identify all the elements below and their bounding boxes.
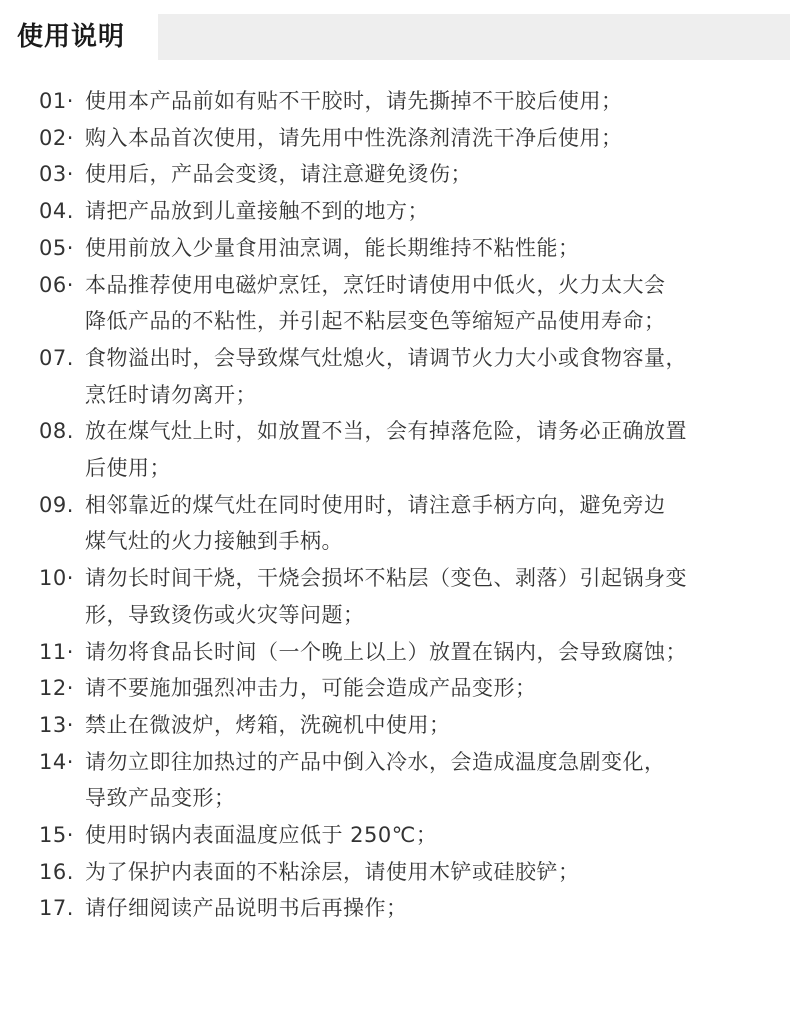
- item-text: 使用时锅内表面温度应低于 250℃；: [85, 823, 438, 848]
- item-text: 使用后，产品会变烫，请注意避免烫伤；: [85, 162, 472, 187]
- item-text: 请不要施加强烈冲击力，可能会造成产品变形；: [85, 676, 537, 701]
- page-title: 使用说明: [0, 14, 158, 60]
- list-item: [39, 744, 769, 817]
- item-number: 01·: [39, 89, 74, 113]
- list-item: [39, 560, 769, 633]
- item-number: 04.: [39, 199, 74, 224]
- item-number: 08.: [39, 419, 74, 444]
- item-number: 05·: [39, 235, 74, 260]
- list-item: [39, 487, 769, 560]
- item-text: 请勿将食品长时间（一个晚上以上）放置在锅内，会导致腐蚀；: [85, 639, 687, 664]
- list-item: [39, 413, 769, 486]
- item-number: 09.: [39, 492, 74, 517]
- list-item: [39, 230, 769, 267]
- list-item: [39, 193, 769, 230]
- item-number: 11·: [39, 639, 74, 664]
- list-item: [39, 120, 769, 157]
- item-text: 购入本品首次使用，请先用中性洗涤剂清洗干净后使用；: [85, 125, 623, 150]
- item-text: 请仔细阅读产品说明书后再操作；: [85, 896, 408, 921]
- list-item: [39, 340, 769, 413]
- item-number: 06·: [39, 272, 74, 297]
- list-item: [39, 817, 769, 854]
- item-text: 本品推荐使用电磁炉烹饪，烹饪时请使用中低火，火力太大会 降低产品的不粘性，并引起不粘层变色等缩短产品使用寿命；: [85, 272, 666, 334]
- list-item: [39, 707, 769, 744]
- item-number: 16.: [39, 859, 74, 884]
- list-item: [39, 890, 769, 927]
- item-text: 为了保护内表面的不粘涂层，请使用木铲或硅胶铲；: [85, 859, 580, 884]
- instruction-list: [39, 83, 769, 927]
- item-number: 10·: [39, 566, 74, 591]
- item-text: 请把产品放到儿童接触不到的地方；: [85, 199, 429, 224]
- item-number: 12·: [39, 676, 74, 701]
- item-number: 14·: [39, 749, 74, 774]
- item-number: 17.: [39, 896, 74, 921]
- item-number: 03·: [39, 162, 74, 187]
- item-text: 请勿立即往加热过的产品中倒入冷水，会造成温度急剧变化， 导致产品变形；: [85, 749, 666, 811]
- item-number: 02·: [39, 125, 74, 150]
- list-item: [39, 267, 769, 340]
- item-text: 食物溢出时，会导致煤气灶熄火，请调节火力大小或食物容量， 烹饪时请勿离开；: [85, 345, 687, 407]
- item-number: 07.: [39, 345, 74, 370]
- list-item: [39, 83, 769, 120]
- item-text: 相邻靠近的煤气灶在同时使用时，请注意手柄方向，避免旁边 煤气灶的火力接触到手柄。: [85, 492, 666, 554]
- item-text: 使用本产品前如有贴不干胶时，请先撕掉不干胶后使用；: [85, 89, 623, 113]
- item-text: 使用前放入少量食用油烹调，能长期维持不粘性能；: [85, 235, 580, 260]
- item-text: 放在煤气灶上时，如放置不当，会有掉落危险，请务必正确放置 后使用；: [85, 419, 687, 481]
- list-item: [39, 854, 769, 891]
- item-text: 请勿长时间干烧，干烧会损坏不粘层（变色、剥落）引起锅身变 形，导致烫伤或火灾等问题；: [85, 566, 687, 627]
- list-item: [39, 634, 769, 671]
- item-text: 禁止在微波炉，烤箱，洗碗机中使用；: [85, 712, 451, 737]
- title-bar: [0, 14, 790, 60]
- list-item: [39, 670, 769, 707]
- list-item: [39, 156, 769, 193]
- item-number: 15·: [39, 823, 74, 848]
- item-number: 13·: [39, 712, 74, 737]
